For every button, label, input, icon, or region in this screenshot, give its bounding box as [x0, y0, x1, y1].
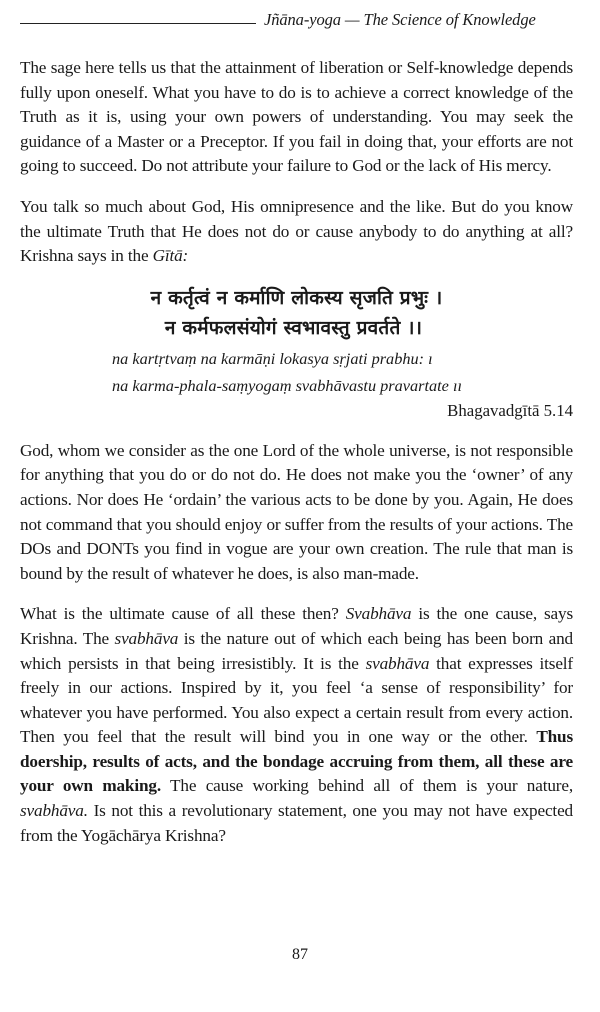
- verse-source: Bhagavadgītā 5.14: [447, 400, 573, 420]
- text-run: that expresses itself freely in our actions. Inspired by it, you feel ‘a sense of responsibility’ for whatever you have performed. You also expect a certain result from every action. Then you feel that the result will bind you in one way or the other.: [20, 653, 573, 747]
- header-rule: [20, 23, 256, 24]
- text-run: What is the ultimate cause of all these then?: [20, 604, 346, 624]
- text-run: The cause working behind all of them is your nature,: [160, 776, 573, 796]
- text-run: is the one cause, says Krishna. The: [20, 604, 573, 648]
- text-run: Is not this a revolutionary statement, one you may not have expected from the Yogāchārya Krishna?: [20, 801, 573, 845]
- paragraph-svabhava: [20, 602, 573, 848]
- text-run: is the nature out of which each being has been born and which persists in that being irresistibly. It is the: [20, 628, 573, 673]
- running-title: Jñāna-yoga — The Science of Knowledge: [264, 10, 536, 29]
- devanagari-line-1: न कर्तृत्वं न कर्माणि लोकस्य सृजति प्रभुः ।: [150, 286, 443, 309]
- paragraph-liberation: The sage here tells us that the attainment of liberation or Self-knowledge depends fully upon oneself. What you have to do is to achieve a correct knowledge of the Truth as it is, using your own powers of understanding. You may seek the guidance of a Master or a Preceptor. If you fail in doing that, your efforts are not going to succeed. Do not attribute your failure to God or the lack of His mercy.: [20, 58, 573, 176]
- term-svabhava: svabhāva: [114, 628, 179, 648]
- term-svabhava: Svabhāva: [345, 604, 412, 624]
- paragraph-god-not-responsible: God, whom we consider as the one Lord of the whole universe, is not responsible for anything that you do or do not do. He does not make you the ‘owner’ of any actions. Nor does He ‘ordain’ the various acts to be done by you. Again, He does not command that you should enjoy or suffer from the results of your actions. The DOs and DONTs you find in vogue are your own creation. The rule that man is bound by the result of whatever he does, is also man-made.: [20, 440, 573, 583]
- page-number: 87: [292, 946, 308, 963]
- transliteration-line-2: na karma-phala-saṃyogaṃ svabhāvastu pravartate ıı: [112, 376, 463, 396]
- devanagari-line-2: न कर्मफलसंयोगं स्वभावस्तु प्रवर्तते ।।: [164, 316, 423, 339]
- paragraph-god-omnipresence: [20, 195, 573, 269]
- page-body: [20, 56, 573, 848]
- term-svabhava: svabhāva.: [20, 801, 88, 821]
- paragraph-text: You talk so much about God, His omnipresence and the like. But do you know the ultimate Truth that He does not do or cause anybody to do anything at all? Krishna says in the: [20, 196, 573, 266]
- transliteration-line-1: na kartṛtvaṃ na karmāṇi lokasya sṛjati prabhu: ı: [112, 348, 433, 368]
- verse-block: [20, 283, 573, 423]
- term-svabhava: svabhāva: [365, 653, 430, 673]
- running-header: [20, 8, 578, 32]
- gita-reference: Gītā:: [152, 246, 189, 266]
- bold-statement: Thus doership, results of acts, and the bondage accruing from them, all these are your own making.: [20, 727, 573, 796]
